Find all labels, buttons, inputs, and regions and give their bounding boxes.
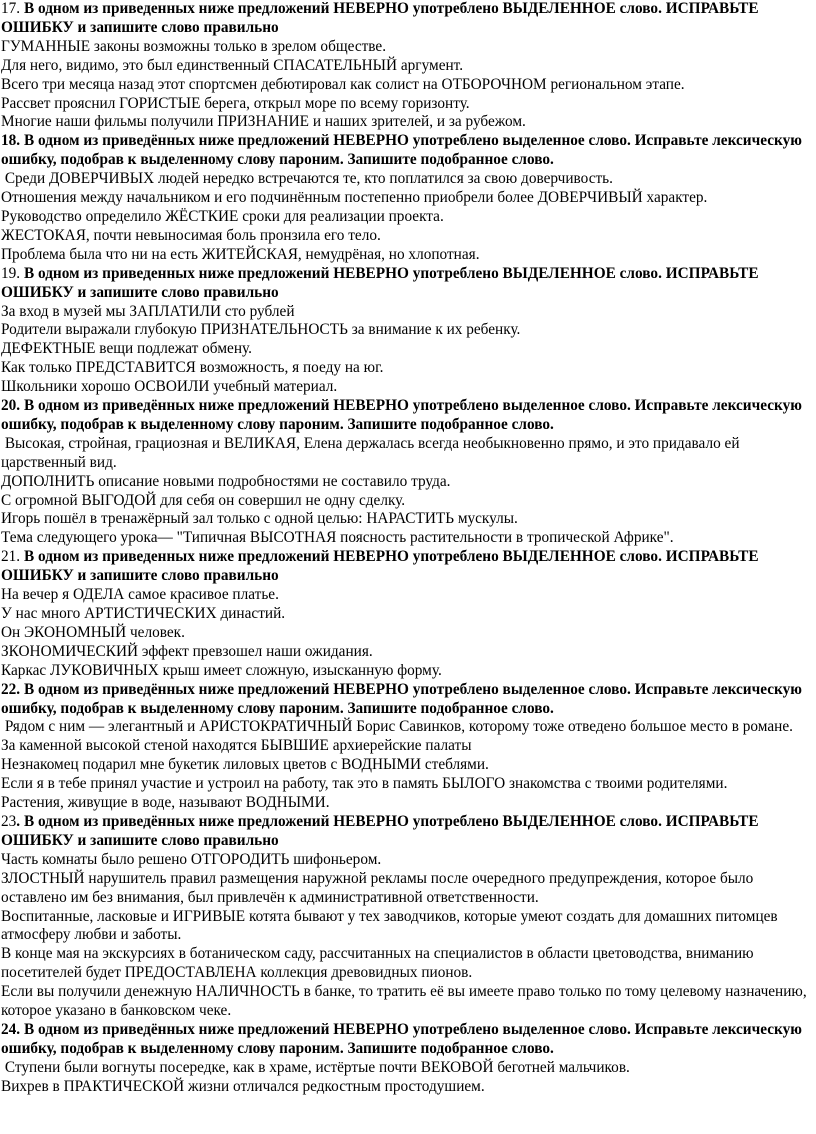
sentence: ДОПОЛНИТЬ описание новыми подробностями не составило труда. bbox=[1, 472, 451, 490]
sentence: Руководство определило ЖЁСТКИЕ сроки для реализации проекта. bbox=[1, 207, 444, 225]
sentence: ЗЛОСТНЫЙ нарушитель правил размещения наружной рекламы после очередного предупреждения, которое было оставлено им без внимания, был привлечён к административной ответственности. bbox=[1, 869, 754, 906]
task-number: 18. bbox=[1, 132, 24, 150]
task-instruction: В одном из приведенных ниже предложений НЕВЕРНО употреблено ВЫДЕЛЕННОЕ слово. ИСПРАВЬТЕ ОШИБКУ и запишите слово правильно bbox=[1, 548, 759, 585]
task-22 bbox=[1, 681, 816, 813]
task-23 bbox=[1, 813, 816, 1021]
task-21 bbox=[1, 548, 816, 680]
sentence: Незнакомец подарил мне букетик лиловых цветов с ВОДНЫМИ стеблями. bbox=[1, 756, 489, 774]
sentence: Среди ДОВЕРЧИВЫХ людей нередко встречаются те, кто поплатился за свою доверчивость. bbox=[1, 170, 613, 188]
task-question bbox=[1, 132, 816, 170]
sentence: Если вы получили денежную НАЛИЧНОСТЬ в банке, то тратить её вы имеете право только по тому целевому назначению, которое указано в банковском чеке. bbox=[1, 983, 807, 1020]
task-17 bbox=[1, 0, 816, 132]
task-instruction: . В одном из приведённых ниже предложений НЕВЕРНО употреблено ВЫДЕЛЕННОЕ слово. ИСПРАВЬТЕ ОШИБКУ и запишите слово правильно bbox=[1, 812, 759, 849]
task-instruction: В одном из приведённых ниже предложений НЕВЕРНО употреблено выделенное слово. Исправьте лексическую ошибку, подобрав к выделенному слову пароним. Запишите подобранное слово. bbox=[1, 1020, 802, 1057]
sentence: Если я в тебе принял участие и устроил на работу, так это в память БЫЛОГО знакомства с твоими родителями. bbox=[1, 775, 728, 793]
sentence: Родители выражали глубокую ПРИЗНАТЕЛЬНОСТЬ за внимание к их ребенку. bbox=[1, 321, 521, 339]
task-instruction: В одном из приведенных ниже предложений НЕВЕРНО употреблено ВЫДЕЛЕННОЕ слово. ИСПРАВЬТЕ ОШИБКУ и запишите слово правильно bbox=[1, 264, 759, 301]
sentence: С огромной ВЫГОДОЙ для себя он совершил не одну сделку. bbox=[1, 491, 406, 509]
task-number: 23 bbox=[1, 812, 17, 830]
task-instruction: В одном из приведенных ниже предложений НЕВЕРНО употреблено ВЫДЕЛЕННОЕ слово. ИСПРАВЬТЕ ОШИБКУ и запишите слово правильно bbox=[1, 0, 759, 36]
sentence: Отношения между начальником и его подчинённым постепенно приобрели более ДОВЕРЧИВЫЙ характер. bbox=[1, 189, 708, 207]
sentence: Он ЭКОНОМНЫЙ человек. bbox=[1, 623, 185, 641]
sentence: Многие наши фильмы получили ПРИЗНАНИЕ и наших зрителей, и за рубежом. bbox=[1, 113, 526, 131]
sentence: В конце мая на экскурсиях в ботаническом саду, рассчитанных на специалистов в области цветоводства, вниманию посетителей будет ПРЕДОСТАВЛЕНА коллекция древовидных пионов. bbox=[1, 945, 754, 982]
task-question bbox=[1, 681, 816, 719]
sentence: ДЕФЕКТНЫЕ вещи подлежат обмену. bbox=[1, 340, 252, 358]
sentence: Всего три месяца назад этот спортсмен дебютировал как солист на ОТБОРОЧНОМ региональном этапе. bbox=[1, 75, 685, 93]
task-question bbox=[1, 813, 816, 851]
task-instruction: В одном из приведённых ниже предложений НЕВЕРНО употреблено выделенное слово. Исправьте лексическую ошибку, подобрав к выделенному слову пароним. Запишите подобранное слово. bbox=[1, 680, 802, 717]
sentence: Каркас ЛУКОВИЧНЫХ крыш имеет сложную, изысканную форму. bbox=[1, 661, 442, 679]
sentence: Часть комнаты было решено ОТГОРОДИТЬ шифоньером. bbox=[1, 850, 382, 868]
task-question bbox=[1, 1021, 816, 1059]
task-18 bbox=[1, 132, 816, 264]
task-24 bbox=[1, 1021, 816, 1097]
sentence: ЖЕСТОКАЯ, почти невыносимая боль пронзила его тело. bbox=[1, 226, 381, 244]
sentence: ЗКОНОМИЧЕСКИЙ эффект превзошел наши ожидания. bbox=[1, 642, 373, 660]
task-19 bbox=[1, 265, 816, 397]
sentence: ГУМАННЫЕ законы возможны только в зрелом обществе. bbox=[1, 37, 387, 55]
sentence: Проблема была что ни на есть ЖИТЕЙСКАЯ, немудрёная, но хлопотная. bbox=[1, 245, 480, 263]
task-number: 24. bbox=[1, 1020, 24, 1038]
sentence: У нас много АРТИСТИЧЕСКИХ династий. bbox=[1, 605, 286, 622]
task-number: 22. bbox=[1, 680, 24, 698]
task-question bbox=[1, 265, 816, 303]
sentence: Высокая, стройная, грациозная и ВЕЛИКАЯ, Елена держалась всегда необыкновенно прямо, и это придавало ей царственный вид. bbox=[1, 434, 744, 471]
task-instruction: В одном из приведённых ниже предложений НЕВЕРНО употреблено выделенное слово. Исправьте лексическую ошибку, подобрав к выделенному слову пароним. Запишите подобранное слово. bbox=[1, 397, 802, 433]
task-number: 21. bbox=[1, 548, 24, 566]
task-number: 20. bbox=[1, 397, 24, 415]
sentence: Ступени были вогнуты посередке, как в храме, истёртые почти ВЕКОВОЙ беготней мальчиков. bbox=[1, 1058, 630, 1076]
task-instruction: В одном из приведённых ниже предложений НЕВЕРНО употреблено выделенное слово. Исправьте лексическую ошибку, подобрав к выделенному слову пароним. Запишите подобранное слово. bbox=[1, 132, 802, 169]
sentence: Игорь пошёл в тренажёрный зал только с одной целью: НАРАСТИТЬ мускулы. bbox=[1, 510, 518, 528]
sentence: Воспитанные, ласковые и ИГРИВЫЕ котята бывают у тех заводчиков, которые умеют создать для домашних питомцев атмосферу любви и заботы. bbox=[1, 907, 778, 944]
sentence: За вход в музей мы ЗАПЛАТИЛИ сто рублей bbox=[1, 302, 295, 320]
task-number: 19. bbox=[1, 264, 24, 282]
task-20 bbox=[1, 397, 816, 548]
sentence: Тема следующего урока— "Типичная ВЫСОТНАЯ поясность растительности в тропической Африке". bbox=[1, 529, 674, 547]
task-number: 17. bbox=[1, 0, 24, 17]
sentence: Вихрев в ПРАКТИЧЕСКОЙ жизни отличался редкостным простодушием. bbox=[1, 1077, 485, 1095]
sentence: На вечер я ОДЕЛА самое красивое платье. bbox=[1, 586, 279, 604]
task-question bbox=[1, 397, 816, 435]
sentence: Как только ПРЕДСТАВИТСЯ возможность, я поеду на юг. bbox=[1, 359, 384, 377]
sentence: Для него, видимо, это был единственный СПАСАТЕЛЬНЫЙ аргумент. bbox=[1, 56, 464, 74]
task-question bbox=[1, 548, 816, 586]
sentence: Рассвет прояснил ГОРИСТЫЕ берега, открыл море по всему горизонту. bbox=[1, 94, 470, 112]
sentence: Школьники хорошо ОСВОИЛИ учебный материал. bbox=[1, 378, 338, 396]
task-question bbox=[1, 0, 816, 38]
sentence: Рядом с ним — элегантный и АРИСТОКРАТИЧНЫЙ Борис Савинков, которому тоже отведено большое место в романе. bbox=[1, 718, 793, 736]
sentence: Растения, живущие в воде, называют ВОДНЫМИ. bbox=[1, 794, 330, 812]
sentence: За каменной высокой стеной находятся БЫВШИЕ архиерейские палаты bbox=[1, 737, 472, 755]
